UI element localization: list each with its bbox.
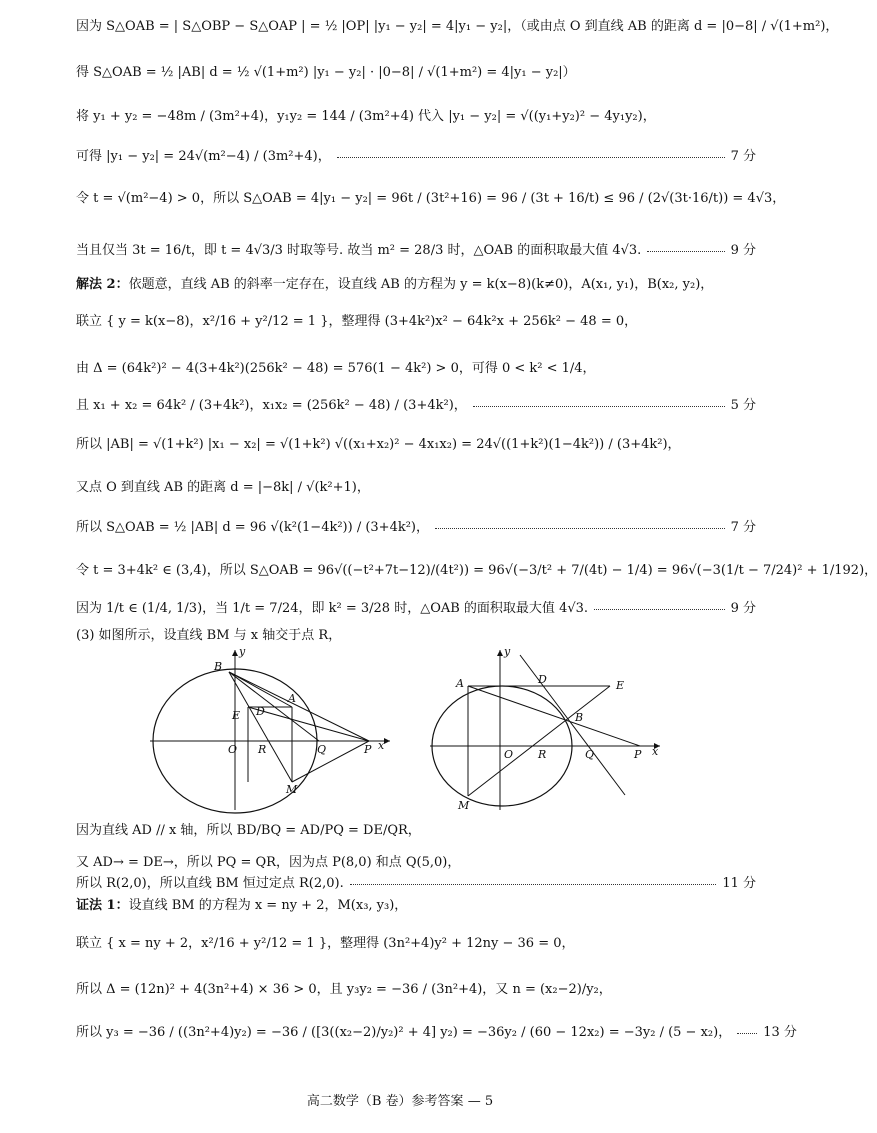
fig2-label-B: B	[575, 711, 584, 724]
line-10: 且 x₁ + x₂ = 64k² / (3+4k²)，x₁x₂ = (256k² − 48) / (3+4k²)， 5 分	[76, 398, 756, 413]
fig2-label-D: D	[538, 673, 547, 686]
line-23: 所以 y₃ = −36 / ((3n²+4)y₂) = −36 / ([3((x₂−2)/y₂)² + 4] y₂) = −36y₂ / (60 − 12x₂) = −3y₂ / (5 − x₂)， 13 分	[76, 1025, 797, 1040]
fig2-label-y: y	[504, 645, 511, 658]
fig1-label-R: R	[258, 743, 267, 756]
fig1-label-y: y	[239, 645, 246, 658]
fig1-label-x: x	[378, 739, 385, 752]
line-17: 因为直线 AD // x 轴，所以 BD/BQ = AD/PQ = DE/QR，	[76, 823, 421, 838]
line-8: 联立 { y = k(x−8)，x²/16 + y²/12 = 1 }，整理得 (3+4k²)x² − 64k²x + 256k² − 48 = 0，	[76, 314, 638, 329]
figure-1	[140, 645, 400, 815]
line-9: 由 Δ = (64k²)² − 4(3+4k²)(256k² − 48) = 576(1 − 4k²) > 0，可得 0 < k² < 1/4，	[76, 361, 596, 376]
figure-2	[420, 645, 670, 815]
line-22: 所以 Δ = (12n)² + 4(3n²+4) × 36 > 0，且 y₃y₂ = −36 / (3n²+4)，又 n = (x₂−2)/y₂，	[76, 982, 612, 997]
line-15: 因为 1/t ∈ (1/4, 1/3)，当 1/t = 7/24，即 k² = 3/28 时，△OAB 的面积取最大值 4√3. 9 分	[76, 601, 756, 616]
proof-1-label: 证法 1：	[76, 898, 129, 913]
fig2-label-Q: Q	[585, 748, 595, 761]
method-2-label: 解法 2：	[76, 277, 129, 292]
fig2-label-O: O	[504, 748, 514, 761]
line-1: 因为 S△OAB = | S△OBP − S△OAP | = ½ |OP| |y₁ − y₂| = 4|y₁ − y₂|，（或由点 O 到直线 AB 的距离 d = |0−8| / √(1+m²)，	[76, 19, 839, 34]
fig1-label-D: D	[256, 705, 265, 718]
fig1-label-E: E	[232, 709, 241, 722]
score-9-b: 9 分	[730, 601, 756, 616]
score-7-a: 7 分	[730, 149, 756, 164]
fig1-label-M: M	[286, 783, 298, 796]
fig1-label-O: O	[228, 743, 238, 756]
line-11: 所以 |AB| = √(1+k²) |x₁ − x₂| = √(1+k²) √((x₁+x₂)² − 4x₁x₂) = 24√((1+k²)(1−4k²)) / (3+4k²)，	[76, 437, 681, 452]
line-3: 将 y₁ + y₂ = −48m / (3m²+4)，y₁y₂ = 144 / (3m²+4) 代入 |y₁ − y₂| = √((y₁+y₂)² − 4y₁y₂)，	[76, 109, 656, 124]
score-9-a: 9 分	[730, 243, 756, 258]
line-20: 证法 1： 设直线 BM 的方程为 x = ny + 2，M(x₃, y₃)，	[76, 898, 408, 913]
line-4: 可得 |y₁ − y₂| = 24√(m²−4) / (3m²+4)， 7 分	[76, 149, 756, 164]
fig1-label-A: A	[288, 692, 296, 705]
line-2: 得 S△OAB = ½ |AB| d = ½ √(1+m²) |y₁ − y₂| · |0−8| / √(1+m²) = 4|y₁ − y₂|）	[76, 65, 576, 80]
score-11: 11 分	[722, 876, 756, 891]
fig2-label-x: x	[652, 745, 659, 758]
score-13: 13 分	[763, 1025, 797, 1040]
fig2-label-A: A	[456, 677, 464, 690]
score-5: 5 分	[730, 398, 756, 413]
fig2-label-R: R	[538, 748, 547, 761]
score-7-b: 7 分	[730, 520, 756, 535]
fig1-label-Q: Q	[317, 743, 327, 756]
fig1-label-P: P	[364, 743, 372, 756]
fig2-label-E: E	[616, 679, 625, 692]
page-footer: 高二数学（B 卷）参考答案 — 5	[306, 1094, 494, 1109]
line-21: 联立 { x = ny + 2，x²/16 + y²/12 = 1 }，整理得 (3n²+4)y² + 12ny − 36 = 0，	[76, 936, 575, 951]
line-6: 当且仅当 3t = 16/t，即 t = 4√3/3 时取等号. 故当 m² = 28/3 时，△OAB 的面积取最大值 4√3. 9 分	[76, 243, 756, 258]
line-19: 所以 R(2,0)，所以直线 BM 恒过定点 R(2,0). 11 分	[76, 876, 756, 891]
line-18: 又 AD→ = DE→，所以 PQ = QR，因为点 P(8,0) 和点 Q(5,0)，	[76, 855, 461, 870]
line-12: 又点 O 到直线 AB 的距离 d = |−8k| / √(k²+1)，	[76, 480, 370, 495]
line-7: 解法 2： 依题意，直线 AB 的斜率一定存在，设直线 AB 的方程为 y = k(x−8)(k≠0)，A(x₁, y₁)，B(x₂, y₂)，	[76, 277, 714, 292]
line-13: 所以 S△OAB = ½ |AB| d = 96 √(k²(1−4k²)) / (3+4k²)， 7 分	[76, 520, 756, 535]
fig2-label-M: M	[458, 799, 470, 812]
line-5: 令 t = √(m²−4) > 0，所以 S△OAB = 4|y₁ − y₂| = 96t / (3t²+16) = 96 / (3t + 16/t) ≤ 96 / (2√(3t·16/t)) = 4√3，	[76, 191, 786, 206]
line-16: (3) 如图所示，设直线 BM 与 x 轴交于点 R，	[76, 628, 342, 643]
fig1-label-B: B	[214, 660, 223, 673]
fig2-label-P: P	[634, 748, 642, 761]
line-14: 令 t = 3+4k² ∈ (3,4)，所以 S△OAB = 96√((−t²+7t−12)/(4t²)) = 96√(−3/t² + 7/(4t) − 1/4) = 96√(−3(1/t − 7/24)² + 1/192)，	[76, 563, 877, 578]
